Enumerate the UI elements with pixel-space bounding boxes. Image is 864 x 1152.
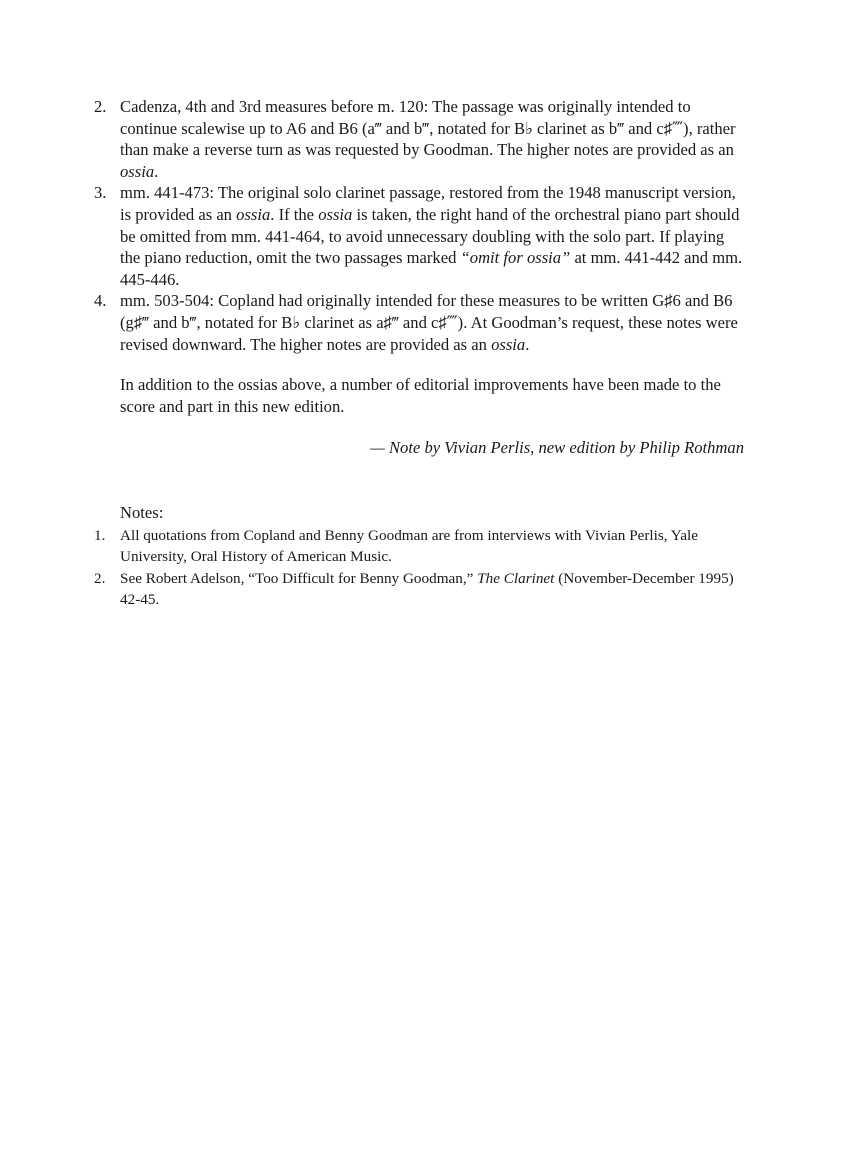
journal-title: The Clarinet: [477, 569, 555, 587]
item-text-end: at mm. 441-442 and mm. 445-446.: [120, 248, 743, 289]
ossia-term: ossia: [236, 204, 271, 224]
footnote-text: All quotations from Copland and Benny Goodman are from interviews with Vivian Perlis, Yale University, Oral History of American Music.: [120, 527, 698, 566]
notes-heading: Notes:: [120, 503, 164, 522]
ossia-term: ossia: [491, 334, 526, 354]
footnote: [94, 525, 746, 568]
item-number: 2.: [94, 97, 107, 116]
item-text-end: .: [525, 334, 530, 354]
list-item: [94, 182, 748, 290]
item-number: 3.: [94, 183, 107, 203]
footnote-number: 2.: [94, 569, 106, 587]
ossia-term: ossia: [318, 204, 353, 224]
footnote-number: 1.: [94, 527, 106, 544]
list-item: [94, 290, 748, 355]
footnote-text: See Robert Adelson, “Too Difficult for Benny Goodman,”: [120, 569, 478, 587]
signature: — Note by Vivian Perlis, new edition by Philip Rothman: [370, 438, 744, 457]
item-text: is taken, the right hand of the orchestral piano part should be omitted from mm. 441-464, to avoid unnecessary doubling with the solo part. If playing the piano reduction, omit the two passages marked: [120, 204, 740, 268]
item-text: mm. 441-473: The original solo clarinet passage, restored from the 1948 manuscript version, is provided as an: [120, 183, 736, 224]
footnote: [94, 568, 746, 611]
editorial-notes-list: [94, 96, 748, 355]
footnote-text-end: (November-December 1995) 42-45.: [120, 569, 734, 609]
list-item: [94, 96, 748, 182]
item-text: mm. 503-504: Copland had originally intended for these measures to be written G♯6 and B6 (g♯‴ and b‴, notated for B♭ clarinet as a♯‴ and c♯⁗). At Goodman’s request, these notes were revised downward. The higher notes are provided as an: [120, 291, 738, 354]
item-text: . If the: [270, 204, 319, 224]
footnotes-list: [94, 525, 746, 611]
ossia-term: ossia: [120, 161, 155, 181]
item-text: Cadenza, 4th and 3rd measures before m. 120: The passage was originally intended to continue scalewise up to A6 and B6 (a‴ and b‴, notated for B♭ clarinet as b‴ and c♯⁗), rather than make a reverse turn as was requested by Goodman. The higher notes are provided as an: [120, 97, 736, 160]
item-text-end: .: [154, 161, 159, 181]
item-number: 4.: [94, 291, 107, 311]
omit-marking: “omit for ossia”: [460, 248, 571, 268]
closing-paragraph: In addition to the ossias above, a number of editorial improvements have been made to the score and part in this new edition.: [120, 375, 721, 416]
